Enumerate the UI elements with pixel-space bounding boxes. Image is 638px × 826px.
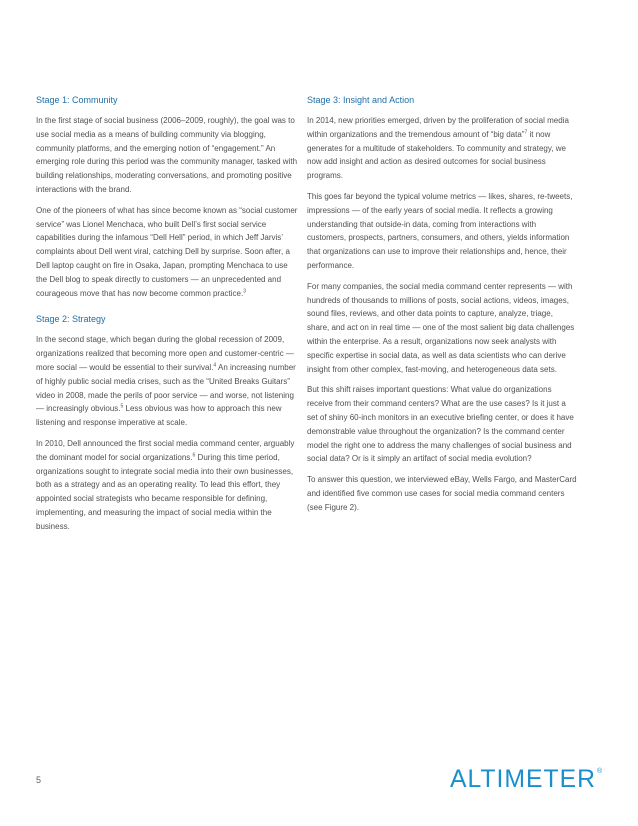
- stage-2-heading: Stage 2: Strategy: [36, 314, 106, 325]
- stage-3-paragraph-5: To answer this question, we interviewed eBay, Wells Fargo, and MasterCard and identified five common use cases for social media command centers (see Figure 2).: [307, 475, 577, 512]
- right-column: [307, 95, 577, 522]
- stage-2-paragraph-1: In the second stage, which began during the global recession of 2009, organizations realized that becoming more open and customer-centric — more social — would be essential to their survival.$^4$ An increasing number of highly public social media crises, such as the “United Breaks Guitars” video in 2008, made the perils of poor service — and worse, not listening — increasingly obvious.$^5$ Less obvious was how to approach this new listening and response imperative at scale.: [36, 335, 296, 428]
- stage-1-heading: Stage 1: Community: [36, 95, 118, 105]
- stage-2-paragraph-2: In 2010, Dell announced the first social media command center, arguably the dominant model for social organizations.$^6$ During this time period, organizations sought to integrate social media into their own businesses, both as a strategy and as an operating reality. To lead this effort, they appointed social strategists who became responsible for defining, implementing, and measuring the impact of social media within the business.: [36, 438, 295, 531]
- stage-3-paragraph-4: But this shift raises important questions: What value do organizations receive from their command centers? What are the use cases? Is it just a set of shiny 60-inch monitors in an executive briefing center, or does it have demonstrable value throughout the organization? Is the command center model the right one to address the many challenges of social business and social data? Or is it simply an artifact of social media evolution?: [307, 385, 574, 464]
- footnote-ref-7: 7: [524, 129, 528, 136]
- stage-3-paragraph-2: This goes far beyond the typical volume metrics — likes, shares, re-tweets, impressions — of the early years of social media. It reflects a growing understanding that outside-in data, coming from interactions with customers, prospects, partners, consumers, and others, yields information that organizations can use to improve their relationships and, hence, their performance.: [307, 191, 573, 270]
- stage-3-heading: Stage 3: Insight and Action: [307, 95, 415, 105]
- left-column: [36, 95, 298, 541]
- registered-mark: ®: [597, 768, 603, 775]
- altimeter-logo: [449, 764, 605, 790]
- footnote-ref-3: 3: [243, 287, 246, 294]
- footnote-ref-5: 5: [120, 403, 124, 410]
- stage-1-paragraph-2: One of the pioneers of what has since become known as “social customer service” was Lionel Menchaca, who built Dell’s first social service capabilities during the infamous “Dell Hell” period, in which Jeff Jarvis’ complaints about Dell went viral, catching Dell by surprise. Soon after, a Dell laptop caught on fire in Osaka, Japan, prompting Menchaca to use the Dell blog to speak directly to customers — an unprecedented and courageous move that has now become common practice.$^3$: [36, 205, 298, 298]
- stage-3-paragraph-1: In 2014, new priorities emerged, driven by the proliferation of social media within organizations and the tremendous amount of “big data”$^7$ it now generates for a multitude of stakeholders. To community and strategy, we now add insight and action as desired outcomes for social business programs.: [307, 116, 569, 181]
- stage-1-paragraph-1: In the first stage of social business (2006–2009, roughly), the goal was to use social media as a means of building community via blogging, community platforms, and the emerging notion of “engagement.” An emerging role during this period was the community manager, tasked with building relationships, moderating conversations, and promoting positive interactions with the brand.: [36, 116, 298, 194]
- page-number: 5: [36, 775, 42, 785]
- logo-text: ALTIMETER: [450, 765, 596, 790]
- footnote-ref-4: 4: [213, 362, 217, 369]
- footnote-ref-6: 6: [192, 452, 196, 459]
- stage-3-paragraph-3: For many companies, the social media command center represents — with hundreds of thousands to millions of posts, social actions, videos, images, sound files, reviews, and other data points to capture, analyze, triage, share, and act on in real time — one of the most salient big data challenges within the enterprise. As a result, organizations now seek analysts with specific expertise in social data, as well as data scientists who can derive insight from other complex, fast-moving, and heterogeneous data sets.: [307, 281, 575, 374]
